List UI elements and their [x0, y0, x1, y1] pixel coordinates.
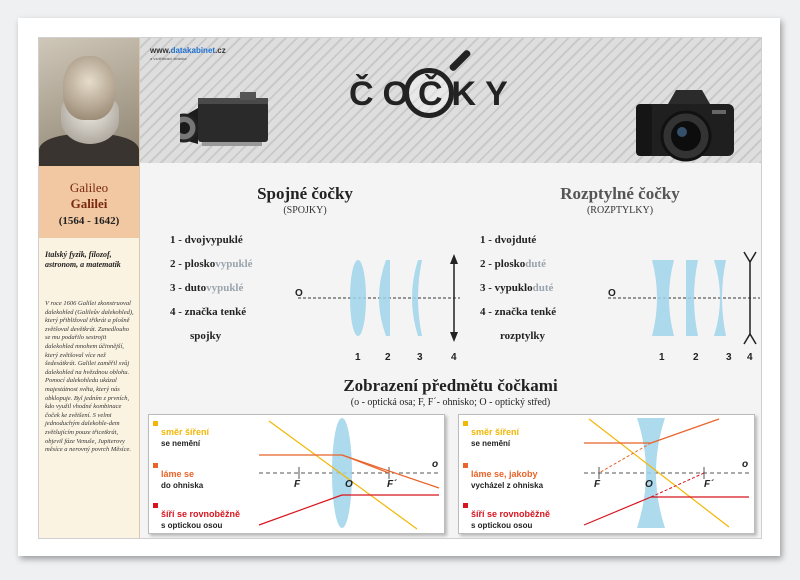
- converging-ray-label-1: směr šíření se nemění: [161, 427, 210, 448]
- galileo-occupation: Italský fyzik, filozof, astronom, a matematik: [45, 250, 121, 269]
- poster-inner: [38, 37, 762, 539]
- converging-item-3: 3 - dutovypuklé: [170, 282, 244, 294]
- diverging-ray-label-2: láme se, jakoby vycházel z ohniska: [471, 469, 544, 490]
- diverging-item-4: 4 - značka tenké: [480, 306, 557, 318]
- diverging-num-4: 4: [747, 352, 753, 363]
- converging-item-2: 2 - ploskovypuklé: [170, 258, 253, 270]
- page-title: ČOČKY: [349, 75, 517, 113]
- diverging-heading: Rozptylné čočky: [560, 184, 680, 203]
- diverging-num-2: 2: [693, 352, 699, 363]
- converging-focus-F2: F´: [387, 479, 397, 490]
- converging-ray-label-2: láme se do ohniska: [161, 469, 204, 490]
- converging-item-4: 4 - značka tenké: [170, 306, 247, 318]
- diverging-ray-panel: [458, 414, 755, 534]
- converging-num-3: 3: [417, 352, 423, 363]
- diverging-axis-label: O: [608, 288, 616, 299]
- diverging-num-3: 3: [726, 352, 732, 363]
- diverging-focus-F: F: [594, 479, 601, 490]
- converging-ray-label-3: šíří se rovnoběžně s optickou osou: [161, 509, 241, 530]
- converging-lenses-diagram: [290, 228, 460, 348]
- converging-heading: Spojné čočky: [257, 184, 353, 203]
- galileo-last-name: Galilei: [70, 196, 108, 211]
- diverging-ray-label-1: směr šíření se nemění: [471, 427, 520, 448]
- converging-num-1: 1: [355, 352, 361, 363]
- converging-subheading: (SPOJKY): [283, 205, 327, 216]
- diverging-subheading: (ROZPTYLKY): [586, 205, 654, 216]
- converging-item-5: spojky: [190, 330, 222, 342]
- diverging-focus-F2: F´: [704, 479, 714, 490]
- content-area: [140, 164, 761, 538]
- galileo-column: [39, 38, 140, 538]
- converging-axis-o: o: [432, 459, 439, 470]
- magnifier-handle: [448, 49, 471, 72]
- diverging-item-5: rozptylky: [500, 330, 546, 342]
- diverging-item-3: 3 - vypukloduté: [480, 282, 554, 294]
- diverging-item-1: 1 - dvojduté: [480, 234, 537, 246]
- diverging-axis-o: o: [742, 459, 749, 470]
- site-logo[interactable]: www.datakabinet.cz: [150, 46, 226, 55]
- imaging-heading: Zobrazení předmětu čočkami: [343, 376, 558, 395]
- folding-camera-icon: [180, 82, 280, 158]
- converging-center-O: O: [345, 479, 353, 490]
- galileo-bio: V roce 1606 Galilei zkonstruoval dalekohled (Galileův dalekohled), který přibližoval třikrát a plošně zvětšoval devětkrát. Zanedlouho se mu podařilo sestrojit dalekohled mnohem účinnější, který zvětšoval více než šedesátkrát. Galilei zaměřil svůj dalekohled na hvězdnou oblohu. Pomocí dalekohledu ukázal majestátnost světa, který nás obklopuje. Byl jedním z prvních, kdo využil vhodné kombinace čoček ke zvětšení. S velmi jednoduchým dalekohle-dem zvětšujícím pouze třicetkrát, objevil fáze Venuše, Jupiterovy měsíce a nerovný povrch Měsíce.: [45, 300, 134, 454]
- converging-axis-label: O: [295, 288, 303, 299]
- diverging-num-1: 1: [659, 352, 665, 363]
- converging-num-2: 2: [385, 352, 391, 363]
- imaging-subheading: (o - optická osa; F, F´- ohnisko; O - optický střed): [350, 397, 551, 408]
- slr-camera-icon: [630, 82, 740, 162]
- header-banner: [140, 38, 761, 163]
- site-logo-sub: a vzdělávací stránka: [150, 56, 187, 61]
- diverging-lenses-diagram: [600, 228, 760, 348]
- poster: [18, 18, 780, 556]
- galileo-years: (1564 - 1642): [58, 215, 120, 227]
- galileo-first-name: Galileo: [69, 180, 109, 195]
- diverging-center-O: O: [645, 479, 653, 490]
- converging-item-1: 1 - dvojvypuklé: [170, 234, 243, 246]
- diverging-item-2: 2 - ploskoduté: [480, 258, 547, 270]
- converging-num-4: 4: [451, 352, 457, 363]
- galileo-name-box: [39, 166, 139, 238]
- galileo-portrait: [39, 38, 139, 166]
- diverging-ray-label-3: šíří se rovnoběžně s optickou osou: [471, 509, 551, 530]
- converging-focus-F: F: [294, 479, 301, 490]
- converging-ray-panel: [148, 414, 445, 534]
